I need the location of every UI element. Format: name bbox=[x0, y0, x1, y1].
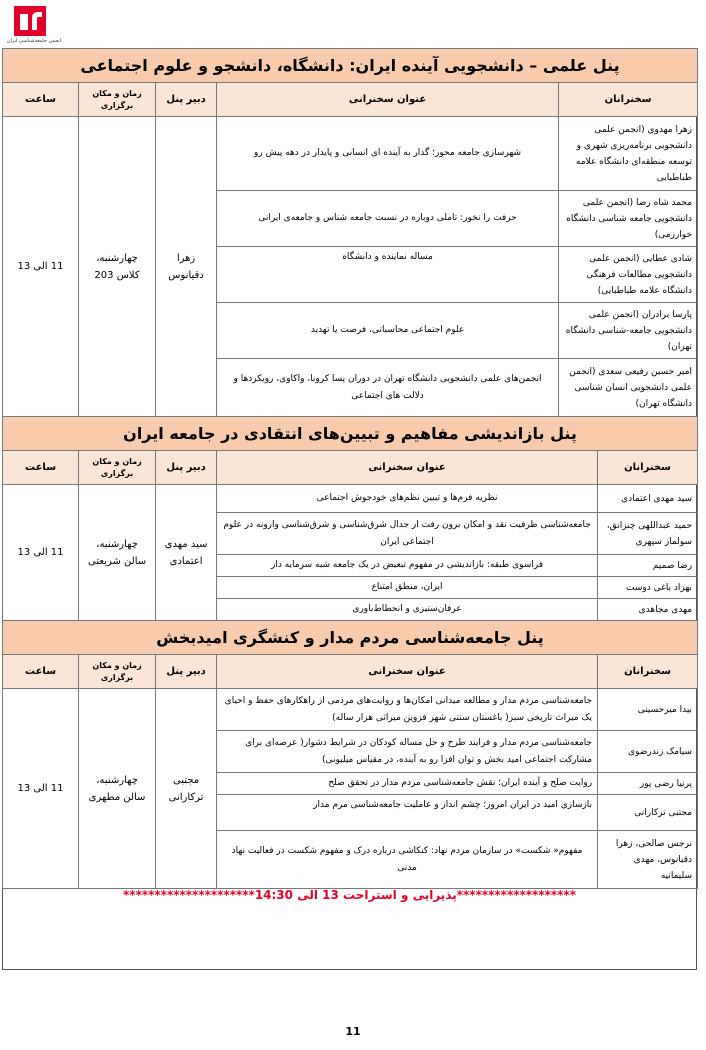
panel-title: پنل جامعه‌شناسی مردم مدار و کنشگری امیدبخش bbox=[3, 621, 698, 655]
speaker-cell: سید مهدی اعتمادی bbox=[598, 485, 698, 513]
time-cell: 11 الی 13 bbox=[3, 117, 79, 417]
panel-title: پنل بازاندیشی مفاهیم و تبیین‌های انتقادی در جامعه ایران bbox=[3, 417, 698, 451]
topic-cell: انجمن‌های علمی دانشجویی دانشگاه تهران در دوران پسا کرونا، واکاوی، رویکردها و دلالت های اجتماعی bbox=[217, 359, 559, 417]
speaker-cell: سیامک زندرضوی bbox=[598, 731, 698, 773]
col-moderator: دبیر پنل bbox=[156, 451, 217, 485]
speaker-cell: زهرا مهدوی (انجمن علمی دانشجویی برنامه‌ریزی شهری و توسعه منطقه‌ای دانشگاه علامه طباطبایی bbox=[559, 117, 698, 191]
moderator-cell: مجتبی ترکارانی bbox=[156, 689, 217, 889]
panel-table-3 bbox=[2, 620, 698, 889]
time-cell: 11 الی 13 bbox=[3, 689, 79, 889]
moderator-cell: زهرا دقیانوس bbox=[156, 117, 217, 417]
logo-text: انجمن جامعه‌شناسی ایران bbox=[6, 38, 62, 44]
col-topic: عنوان سخنرانی bbox=[217, 83, 559, 117]
topic-cell: نظریه فرم‌ها و تبیین نظم‌های خودجوش اجتماعی bbox=[217, 485, 598, 513]
speaker-cell: مهدی مجاهدی bbox=[598, 599, 698, 621]
topic-cell: جامعه‌شناسی ظرفیت نقد و امکان برون رفت از جدال شرق‌شناسی و شرق‌شناسی وارونه در علوم اجتماعی ایران bbox=[217, 513, 598, 555]
panel-table-1 bbox=[2, 48, 698, 417]
topic-cell: شهرسازی جامعه محور؛ گذار به آینده ای انسانی و پایدار در دهه پیش رو bbox=[217, 117, 559, 191]
speaker-cell: نرجس صالحی، زهرا دقیانوس، مهدی سلیمانیه bbox=[598, 831, 698, 889]
topic-cell: فراسوی طبقه: بازاندیشی در مفهوم تبعیض در یک جامعه شبه سرمایه دار bbox=[217, 555, 598, 577]
topic-cell: بازسازی امید در ایران امروز؛ چشم انداز و عاملیت جامعه‌شناسی مرم مدار bbox=[217, 795, 598, 831]
topic-cell: جامعه‌شناسی مردم مدار و فرایند طرح و حل مساله کودکان در شرایط دشوار( عرصه‌ای برای مشارکت اجتماعی امید بخش و توان افزا رو به آینده، در مقیاس میلیونی) bbox=[217, 731, 598, 773]
col-moderator: دبیر پنل bbox=[156, 83, 217, 117]
topic-cell: علوم اجتماعی محاسباتی، فرصت یا تهدید bbox=[217, 303, 559, 359]
place-cell: چهارشنبه، سالن شریعتی bbox=[79, 485, 156, 621]
topic-cell: مساله نماینده و دانشگاه bbox=[217, 247, 559, 303]
speaker-cell: شادی عطایی (انجمن علمی دانشجویی مطالعات فرهنگی دانشگاه علامه طباطبایی) bbox=[559, 247, 698, 303]
col-topic: عنوان سخنرانی bbox=[217, 655, 598, 689]
speaker-cell: امیر حسین رفیعی سعدی (انجمن علمی دانشجویی انسان شناسی دانشگاه تهران) bbox=[559, 359, 698, 417]
speaker-cell: پارسا برادران (انجمن علمی دانشجویی جامعه-شناسی دانشگاه تهران) bbox=[559, 303, 698, 359]
page-number: 11 bbox=[345, 1025, 361, 1038]
speaker-cell: حمید عبداللهی چنزانق، سولماز سپهری bbox=[598, 513, 698, 555]
topic-cell: روایت صلح و آینده ایران؛ نقش جامعه‌شناسی مردم مدار در تحقق صلح bbox=[217, 773, 598, 795]
moderator-cell: سید مهدی اعتمادی bbox=[156, 485, 217, 621]
panel-table-2 bbox=[2, 416, 698, 621]
col-moderator: دبیر پنل bbox=[156, 655, 217, 689]
topic-cell: حرفت را نخور: تاملی دوباره در نسبت جامعه شناس و جامعه‌ی ایرانی bbox=[217, 191, 559, 247]
topic-cell: مفهوم« شکست» در سازمان مردم نهاد: کنکاشی درباره درک و مفهوم شکست در فعالیت نهاد مدنی bbox=[217, 831, 598, 889]
col-speakers: سخنرانان bbox=[559, 83, 698, 117]
logo bbox=[4, 6, 64, 46]
col-time: ساعت bbox=[3, 655, 79, 689]
speaker-cell: بیدا میرحسینی bbox=[598, 689, 698, 731]
time-cell: 11 الی 13 bbox=[3, 485, 79, 621]
break-notice: *******************پذیرایی و استراحت 13 الی 14:30********************* bbox=[123, 888, 576, 902]
col-speakers: سخنرانان bbox=[598, 451, 698, 485]
col-place: زمان و مکان برگزاری bbox=[79, 451, 156, 485]
col-time: ساعت bbox=[3, 83, 79, 117]
col-place: زمان و مکان برگزاری bbox=[79, 655, 156, 689]
speaker-cell: بهزاد باغی دوست bbox=[598, 577, 698, 599]
panel-title: پنل علمی – دانشجویی آینده ایران: دانشگاه، دانشجو و علوم اجتماعی bbox=[3, 49, 698, 83]
speaker-cell: رضا صمیم bbox=[598, 555, 698, 577]
topic-cell: عرفان‌ستیزی و انحطاط‌باوری bbox=[217, 599, 598, 621]
topic-cell: جامعه‌شناسی مردم مدار و مطالعه میدانی امکان‌ها و روایت‌های مردمی از راهکارهای حفظ و احیای یک میراث تاریخی سبز( باغستان سنتی شهر قزوین میراثی هزار ساله) bbox=[217, 689, 598, 731]
place-cell: چهارشنبه، سالن مطهری bbox=[79, 689, 156, 889]
col-place: زمان و مکان برگزاری bbox=[79, 83, 156, 117]
place-cell: چهارشنبه، کلاس 203 bbox=[79, 117, 156, 417]
col-time: ساعت bbox=[3, 451, 79, 485]
col-speakers: سخنرانان bbox=[598, 655, 698, 689]
col-topic: عنوان سخنرانی bbox=[217, 451, 598, 485]
speaker-cell: مجتبی ترکارانی bbox=[598, 795, 698, 831]
society-logo-icon bbox=[14, 6, 46, 36]
speaker-cell: محمد شاه رضا (انجمن علمی دانشجویی جامعه شناسی دانشگاه خوارزمی) bbox=[559, 191, 698, 247]
topic-cell: ایران، منطق امتناع bbox=[217, 577, 598, 599]
speaker-cell: پرنیا رضی پور bbox=[598, 773, 698, 795]
